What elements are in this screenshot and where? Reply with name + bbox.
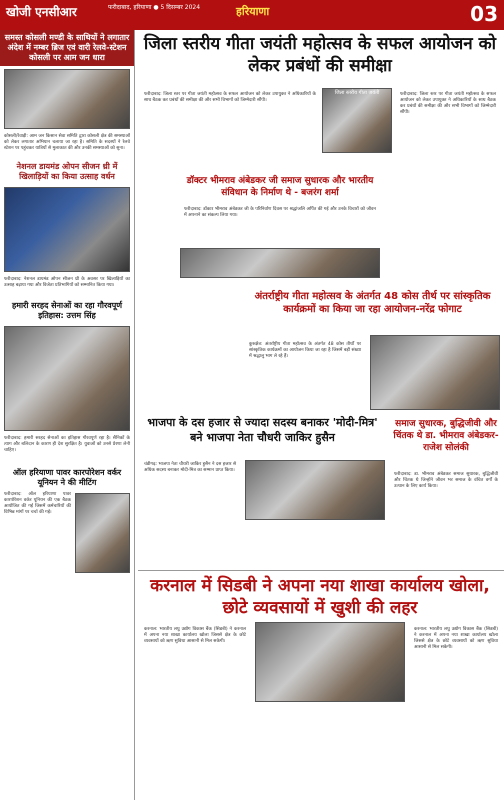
bjp-photo bbox=[245, 460, 385, 520]
ambedkar-headline: डॉक्टर भीमराव अंबेडकर जी समाज सुधारक और भारतीय संविधान के निर्माण थे - बजरंग शर्मा bbox=[186, 176, 374, 198]
page-number: 03 bbox=[470, 2, 498, 26]
gita-intl-body: कुरुक्षेत्र: अंतर्राष्ट्रीय गीता महोत्सव के अंतर्गत 48 कोस तीर्थों पर सांस्कृतिक कार्यक्रमों का आयोजन किया जा रहा है जिसमें बड़ी संख्या में श्रद्धालु भाग ले रहे हैं। bbox=[249, 342, 361, 359]
story-diamond-headline: नेशनल डायमंड ओपन सीजन थ्री में खिलाड़ियों का किया उत्साह वर्धन bbox=[16, 162, 118, 181]
story-kosli-body: कोसली/रेवाड़ी: आम जन किसान सेवा समिति द्वारा कोसली क्षेत्र की समस्याओं को लेकर लगातार अभियान चलाया जा रहा है। समिति के सदस्यों ने रेलवे स्टेशन पर पहुंचकर यात्रियों से मुलाकात की और उनकी समस्याओं को सुना। bbox=[4, 134, 130, 151]
sidbi-headline: करनाल में सिडबी ने अपना नया शाखा कार्यालय खोला, छोटे व्यवसायों में खुशी की लहर bbox=[150, 576, 490, 618]
social-headline: समाज सुधारक, बुद्धिजीवी और चिंतक थे डा. भीमराव अंबेडकर-राजेश सोलंकी bbox=[393, 419, 499, 453]
story-kosli-photo bbox=[4, 69, 130, 129]
section-title: हरियाणा bbox=[236, 5, 270, 18]
story-kosli-headline: समस्त कोसली मण्डी के साथियों ने लगातार अंदेश में नम्बर ब्रिज एवं वारी रेलवे-स्टेशन कोसली पर आम जन धारा bbox=[0, 30, 134, 66]
story-union-headline: ऑल हरियाणा पावर कारपोरेशन वर्कर यूनियन ने की मीटिंग bbox=[12, 468, 122, 487]
story-diamond-body: फरीदाबाद: नेशनल डायमंड ओपन सीजन थ्री के अवसर पर खिलाड़ियों का उत्साह बढ़ाया गया और विजेता प्रतिभागियों को सम्मानित किया गया। bbox=[4, 277, 130, 288]
sidbi-body-cont: करनाल: भारतीय लघु उद्योग विकास बैंक (सिडबी) ने करनाल में अपना नया शाखा कार्यालय खोला जिससे क्षेत्र के छोटे व्यवसायों को ऋण सुविधा आसानी से मिल सकेगी। bbox=[414, 627, 498, 650]
dateline: फरीदाबाद, हरियाणा ● 5 दिसम्बर 2024 bbox=[108, 4, 201, 11]
bjp-headline: भाजपा के दस हजार से ज्यादा सदस्य बनाकर 'मोदी-मित्र' बने भाजपा नेता चौधरी जाकिर हुसैन bbox=[147, 416, 378, 444]
sidbi-photo bbox=[255, 622, 405, 702]
story-union-body: फरीदाबाद: ऑल हरियाणा पावर कारपोरेशन वर्कर यूनियन की एक बैठक आयोजित की गई जिसमें कर्मचारियों की विभिन्न मांगों पर चर्चा की गई। bbox=[4, 492, 71, 515]
main-photo-caption: जिला स्तरीय गीता जयंती bbox=[334, 90, 380, 96]
story-army-headline: हमारी सरहद सेनाओं का रहा गौरवपूर्ण इतिहास: उत्तम सिंह bbox=[11, 301, 123, 320]
bjp-body: चंडीगढ़: भाजपा नेता चौधरी जाकिर हुसैन ने दस हजार से अधिक सदस्य बनाकर मोदी-मित्र का सम्मान प्राप्त किया। bbox=[144, 462, 236, 473]
ambedkar-body: फरीदाबाद: डॉक्टर भीमराव अंबेडकर जी के परिनिर्वाण दिवस पर श्रद्धांजलि अर्पित की गई और उनके विचारों को जीवन में अपनाने का संकल्प लिया गया। bbox=[184, 207, 376, 218]
left-column bbox=[0, 30, 135, 800]
story-union-photo bbox=[75, 493, 130, 573]
main-headline: जिला स्तरीय गीता जयंती महोत्सव के सफल आयोजन को लेकर प्रबंधों की समीक्षा bbox=[143, 34, 497, 76]
gita-intl-headline: अंतर्राष्ट्रीय गीता महोत्सव के अंतर्गत 48 कोस तीर्थ पर सांस्कृतिक कार्यक्रमों का किया जा रहा आयोजन-नरेंद्र फोगाट bbox=[254, 291, 491, 315]
page-header bbox=[0, 0, 504, 30]
gita-intl-photo bbox=[370, 335, 500, 410]
social-body: फरीदाबाद: डा. भीमराव अंबेडकर समाज सुधारक, बुद्धिजीवी और चिंतक थे जिन्होंने जीवन भर समाज के वंचित वर्गों के उत्थान के लिए कार्य किया। bbox=[394, 472, 498, 489]
story-diamond-photo bbox=[4, 187, 130, 272]
sidbi-body: करनाल: भारतीय लघु उद्योग विकास बैंक (सिडबी) ने करनाल में अपना नया शाखा कार्यालय खोला जिससे क्षेत्र के छोटे व्यवसायों को ऋण सुविधा आसानी से मिल सकेगी। bbox=[144, 627, 246, 644]
main-body: फरीदाबाद: जिला स्तर पर गीता जयंती महोत्सव के सफल आयोजन को लेकर उपायुक्त ने अधिकारियों के साथ बैठक कर प्रबंधों की समीक्षा की और सभी विभागों को जिम्मेदारी सौंपी। bbox=[144, 92, 316, 103]
story-army-body: फरीदाबाद: हमारी सरहद सेनाओं का इतिहास गौरवपूर्ण रहा है। सैनिकों के त्याग और बलिदान के कारण ही देश सुरक्षित है। युवाओं को उनसे प्रेरणा लेनी चाहिए। bbox=[4, 436, 130, 453]
masthead: खोजी एनसीआर bbox=[6, 5, 77, 19]
story-army-photo bbox=[4, 326, 130, 431]
ambedkar-photo bbox=[180, 248, 380, 278]
main-body-cont: फरीदाबाद: जिला स्तर पर गीता जयंती महोत्सव के सफल आयोजन को लेकर उपायुक्त ने अधिकारियों के साथ बैठक कर प्रबंधों की समीक्षा की और सभी विभागों को जिम्मेदारी सौंपी। bbox=[400, 92, 496, 115]
divider bbox=[138, 570, 504, 571]
main-photo bbox=[322, 88, 392, 153]
